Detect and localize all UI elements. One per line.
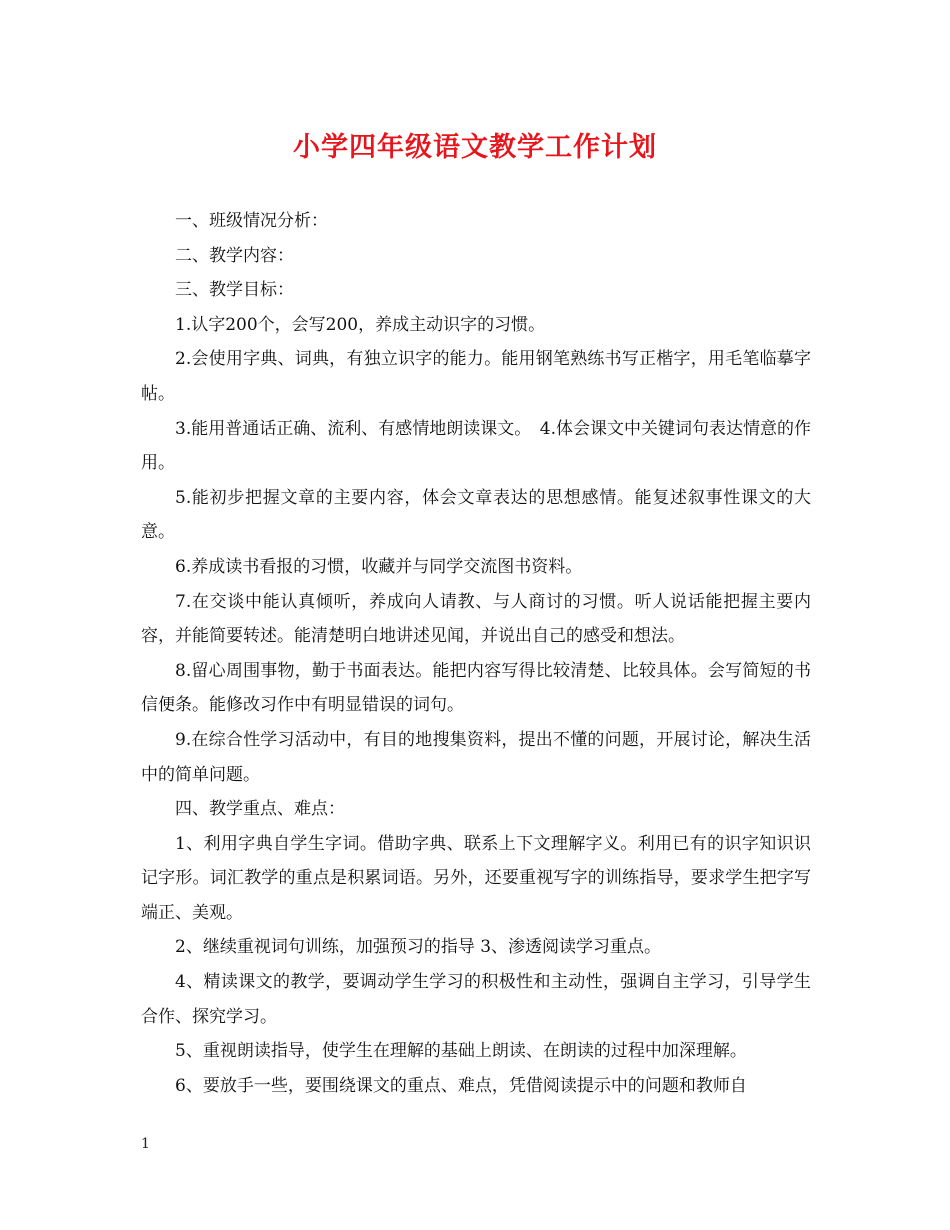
paragraph-class-analysis: 一、班级情况分析：: [175, 211, 328, 231]
paragraph-key-point-5: 5、重视朗读指导，使学生在理解的基础上朗读、在朗读的过程中加深理解。: [175, 1041, 747, 1062]
paragraph-goal-7: 7.在交谈中能认真倾听，养成向人请教、与人商讨的习惯。听人说话能把握主要内容，并能简要转述。能清楚明白地讲述见闻，并说出自己的感受和想法。: [141, 591, 811, 647]
paragraph-key-point-6: 6、要放手一些，要围绕课文的重点、难点，凭借阅读提示中的问题和教师自: [175, 1075, 747, 1096]
page-number: 1: [141, 1136, 150, 1152]
document-title: 小学四年级语文教学工作计划: [293, 132, 657, 163]
paragraph-key-point-1: 1、利用字典自学生字词。借助字典、联系上下文理解字义。利用已有的识字知识识记字形。词汇教学的重点是积累词语。另外，还要重视写字的训练指导，要求学生把字写端正、美观。: [141, 833, 811, 923]
paragraph-key-points-heading: 四、教学重点、难点：: [175, 799, 345, 820]
paragraph-goal-2: 2.会使用字典、词典，有独立识字的能力。能用钢笔熟练书写正楷字，用毛笔临摹字帖。: [141, 349, 811, 404]
paragraph-goal-1: 1.认字200个，会写200，养成主动识字的习惯。: [175, 314, 546, 335]
paragraph-key-point-4: 4、精读课文的教学，要调动学生学习的积极性和主动性，强调自主学习，引导学生合作、探究学习。: [141, 972, 811, 1027]
paragraph-teaching-content: 二、教学内容：: [175, 245, 294, 266]
document-body: [141, 204, 811, 1103]
paragraph-goal-9: 9.在综合性学习活动中，有目的地搜集资料，提出不懂的问题，开展讨论，解决生活中的简单问题。: [141, 729, 811, 785]
paragraph-goal-5: 5.能初步把握文章的主要内容，体会文章表达的思想感情。能复述叙事性课文的大意。: [141, 487, 811, 543]
paragraph-goal-3-4: 3.能用普通话正确、流利、有感情地朗读课文。 4.体会课文中关键词句表达情意的作用。: [141, 418, 811, 474]
paragraph-teaching-goals: 三、教学目标：: [175, 280, 294, 301]
paragraph-goal-8: 8.留心周围事物，勤于书面表达。能把内容写得比较清楚、比较具体。会写简短的书信便条。能修改习作中有明显错误的词句。: [141, 660, 811, 716]
paragraph-goal-6: 6.养成读书看报的习惯，收藏并与同学交流图书资料。: [175, 556, 583, 577]
paragraph-key-point-2-3: 2、继续重视词句训练，加强预习的指导 3、渗透阅读学习重点。: [175, 937, 662, 958]
